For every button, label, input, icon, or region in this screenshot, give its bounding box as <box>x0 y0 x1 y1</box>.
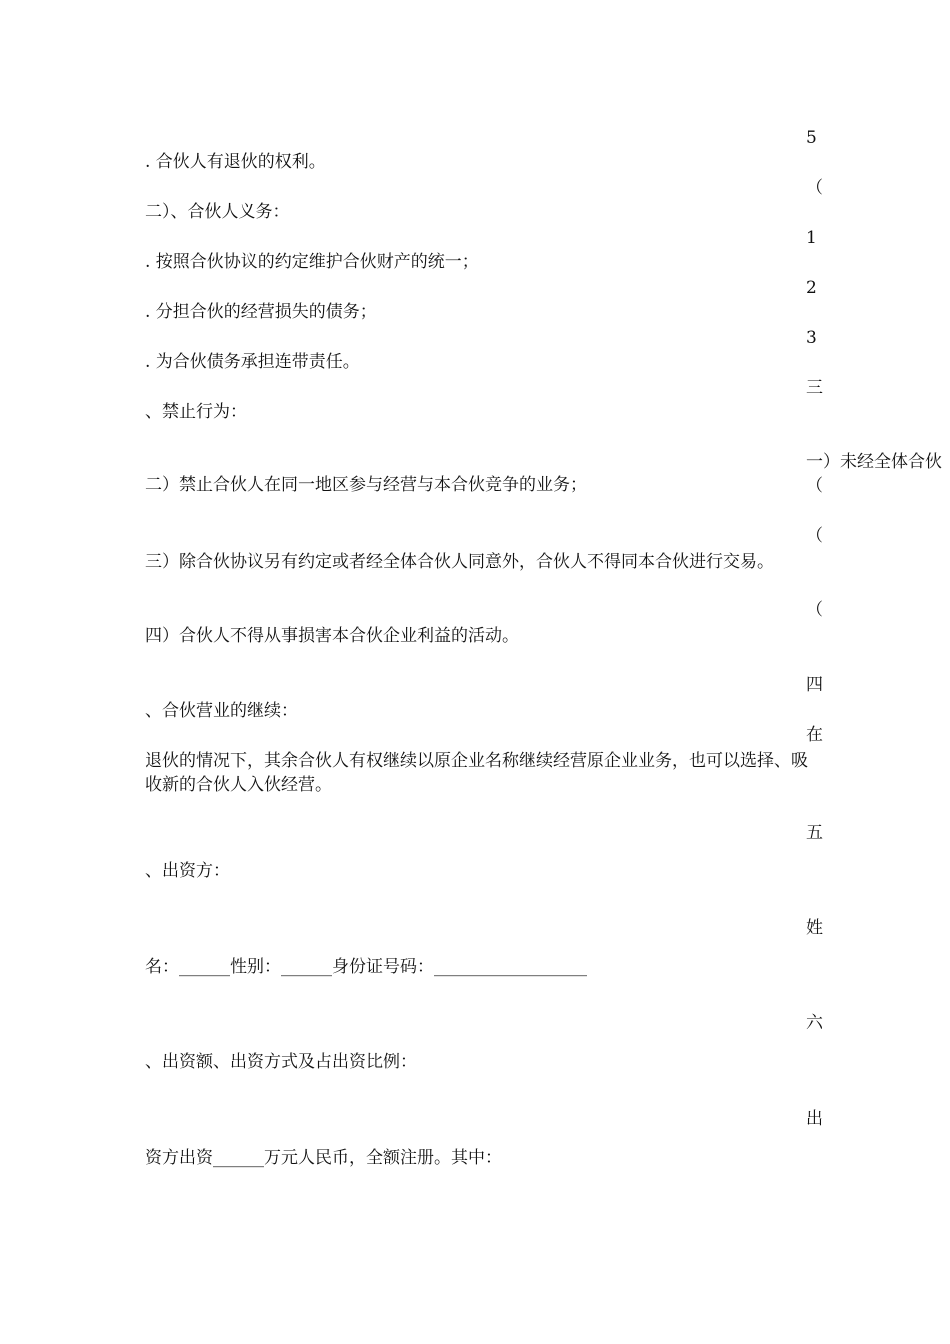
text-para-continuation: 退伙的情况下，其余合伙人有权继续以原企业名称继续经营原企业业务，也可以选择、吸收新的合伙人入伙经营。 <box>145 751 808 795</box>
text-line-duty-1: . 按照合伙协议的约定维护合伙财产的统一； <box>145 252 479 272</box>
margin-mark: 出 <box>806 1109 823 1129</box>
margin-mark: 四 <box>806 675 823 695</box>
margin-mark: 六 <box>806 1013 823 1033</box>
text-line-investor-fields: 名：______性别：______身份证号码：__________________ <box>145 957 587 977</box>
text-line-prohibition-2: 二）禁止合伙人在同一地区参与经营与本合伙竞争的业务； <box>145 475 587 495</box>
text-line-capital-amount: 资方出资______万元人民币，全额注册。其中： <box>145 1148 502 1168</box>
margin-mark: （ <box>806 600 823 620</box>
text-para-prohibition-3: 三）除合伙协议另有约定或者经全体合伙人同意外，合伙人不得同本合伙进行交易。 <box>145 552 774 572</box>
margin-mark: 1 <box>806 228 817 248</box>
text-line-duty-2: . 分担合伙的经营损失的债务； <box>145 302 377 322</box>
margin-mark: 一）未经全体合伙 <box>806 452 942 472</box>
heading-investor: 、出资方： <box>145 861 230 881</box>
margin-mark: 在 <box>806 725 823 745</box>
text-line-withdraw-right: . 合伙人有退伙的权利。 <box>145 152 326 172</box>
text-line-duty-3: . 为合伙债务承担连带责任。 <box>145 352 360 372</box>
heading-business-continuation: 、合伙营业的继续： <box>145 701 298 721</box>
heading-prohibited-acts: 、禁止行为： <box>145 402 247 422</box>
heading-partner-duties: 二）、合伙人义务： <box>145 202 290 222</box>
margin-mark: 姓 <box>806 918 823 938</box>
margin-mark: （ <box>806 178 823 198</box>
margin-mark: 三 <box>806 378 823 398</box>
margin-mark: （ <box>806 476 823 496</box>
margin-mark: 2 <box>806 278 817 298</box>
margin-mark: 五 <box>806 823 823 843</box>
margin-mark: 3 <box>806 328 817 348</box>
heading-capital-contribution: 、出资额、出资方式及占出资比例： <box>145 1052 417 1072</box>
text-line-prohibition-4: 四）合伙人不得从事损害本合伙企业利益的活动。 <box>145 626 519 646</box>
margin-mark: （ <box>806 526 823 546</box>
margin-mark: 5 <box>806 128 817 148</box>
